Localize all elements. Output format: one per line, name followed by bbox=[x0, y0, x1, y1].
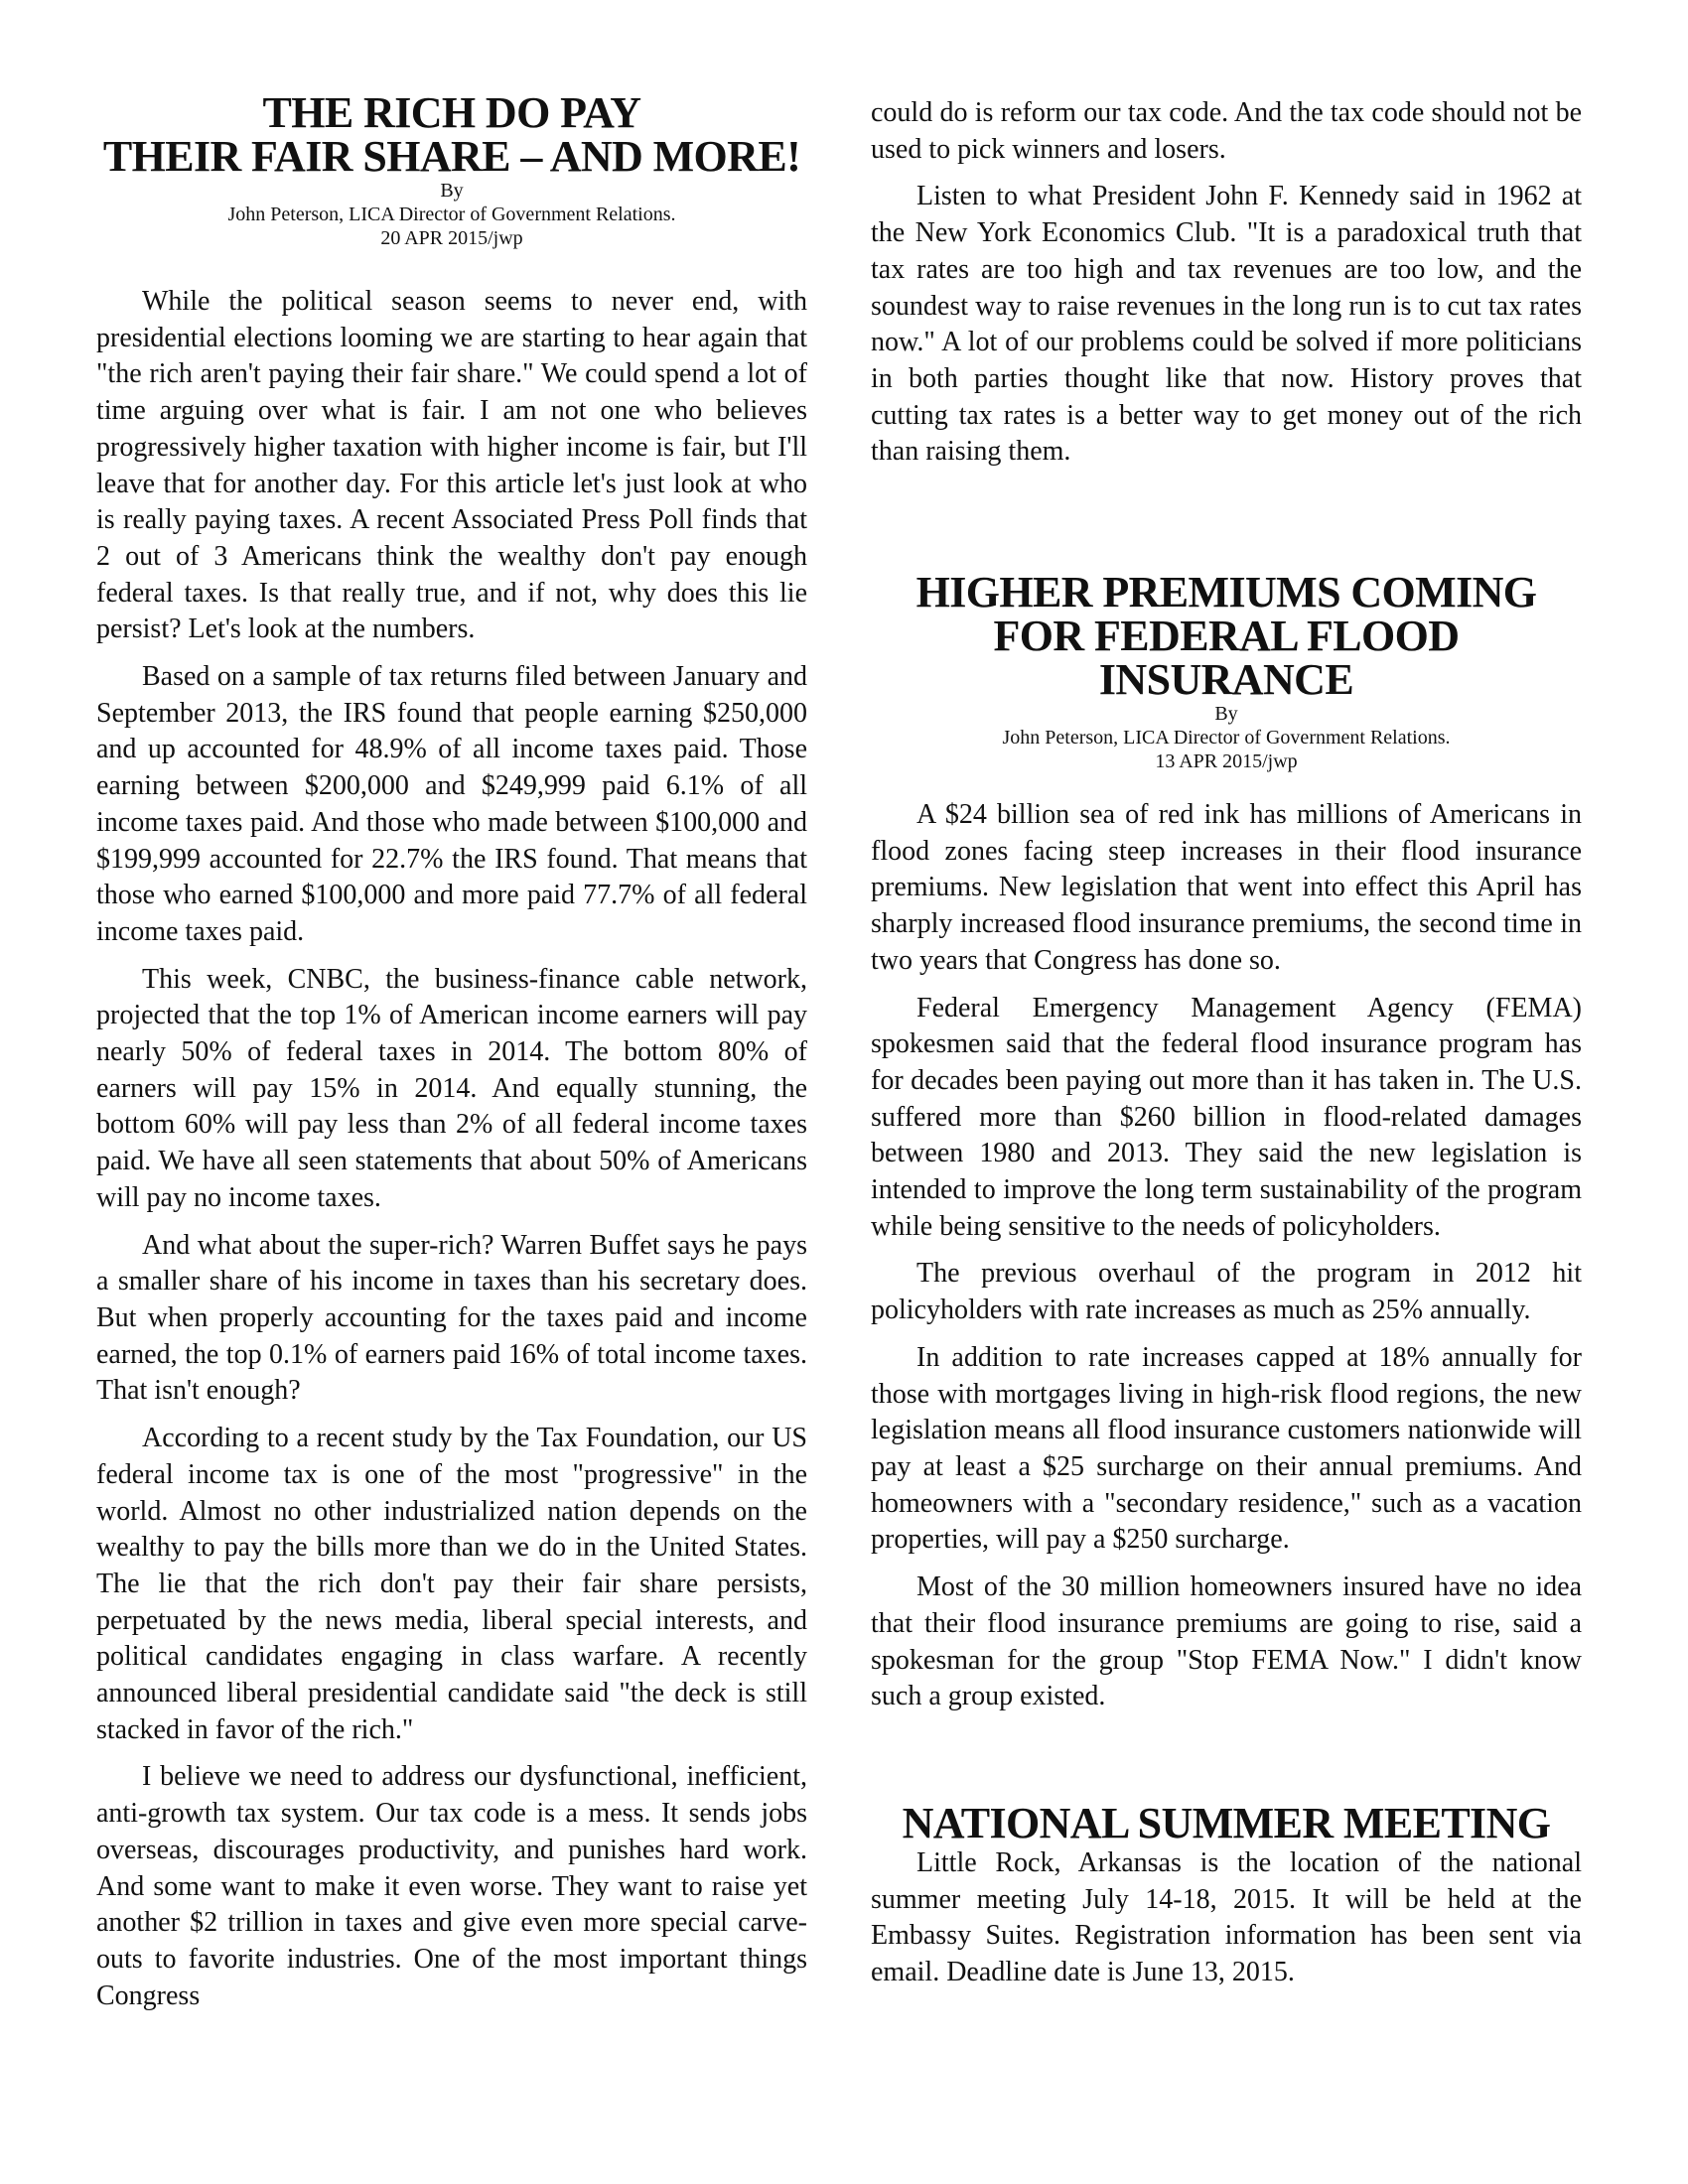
byline-author: John Peterson, LICA Director of Government Relations. bbox=[227, 204, 676, 225]
paragraph: This week, CNBC, the business-finance cable network, projected that the top 1% of American income earners will pay nearly 50% of federal taxes in 2014. The bottom 80% of earners will pay 15% in 2014. And equally stunning, the bottom 60% will pay less than 2% of all federal income taxes paid. We have all seen statements that about 50% of Americans will pay no income taxes. bbox=[96, 963, 807, 1213]
flood-article-body bbox=[871, 797, 1582, 1715]
section-spacer bbox=[871, 481, 1582, 571]
paragraph: A $24 billion sea of red ink has millions of Americans in flood zones facing steep increases in their flood insurance premiums. New legislation that went into effect this April has sharply increased flood insurance premiums, the second time in two years that Congress has done so. bbox=[871, 799, 1582, 976]
paragraph: could do is reform our tax code. And the tax code should not be used to pick winners and losers. bbox=[871, 97, 1582, 165]
summer-meeting-body bbox=[871, 1845, 1582, 1991]
flood-article-byline bbox=[871, 702, 1582, 773]
title-line: NATIONAL SUMMER MEETING bbox=[902, 1798, 1551, 1847]
paragraph: While the political season seems to never end, with presidential elections looming we are starting to hear again that "the rich aren't paying their fair share." We could spend a lot of time arguing over what is fair. I am not one who believes progressively higher taxation with higher income is fair, but I'll leave that for another day. For this article let's just look at who is really paying taxes. A recent Associated Press Poll finds that 2 out of 3 Americans think the wealthy don't pay enough federal taxes. Is that really true, and if not, why does this lie persist? Let's look at the numbers. bbox=[96, 286, 807, 645]
paragraph: Federal Emergency Management Agency (FEMA) spokesmen said that the federal flood insurance program has for decades been paying out more than it has taken in. The U.S. suffered more than $260 billion in flood-related damages between 1980 and 2013. They said the new legislation is intended to improve the long term sustainability of the program while being sensitive to the needs of policyholders. bbox=[871, 992, 1582, 1242]
rich-article-title bbox=[96, 88, 807, 181]
byline-by: By bbox=[1214, 703, 1238, 726]
section-spacer bbox=[871, 1726, 1582, 1802]
paragraph: I believe we need to address our dysfunctional, inefficient, anti-growth tax system. Our tax code is a mess. It sends jobs overseas, discourages productivity, and punishes hard work. And some want to make it even worse. They want to raise yet another $2 trillion in taxes and give even more special carve-outs to favorite industries. One of the most important things Congress bbox=[96, 1761, 807, 2011]
rich-article-body bbox=[96, 284, 807, 2014]
left-column bbox=[96, 88, 807, 2025]
paragraph: The previous overhaul of the program in 2012 hit policyholders with rate increases as much as 25% annually. bbox=[871, 1258, 1582, 1326]
paragraph: Little Rock, Arkansas is the location of the national summer meeting July 14-18, 2015. It will be held at the Embassy Suites. Registration information has been sent via email. Deadline date is June 13, 2015. bbox=[871, 1846, 1582, 1988]
rich-article-continuation bbox=[871, 95, 1582, 471]
paragraph: Based on a sample of tax returns filed between January and September 2013, the IRS found that people earning $250,000 and up accounted for 48.9% of all income taxes paid. Those earning between $200,000 and $249,999 paid 6.1% of all income taxes paid. And those who made between $100,000 and $199,999 accounted for 22.7% the IRS found. That means that those who earned $100,000 and more paid 77.7% of all federal income taxes paid. bbox=[96, 661, 807, 947]
byline-by: By bbox=[440, 180, 464, 202]
title-line: THEIR FAIR SHARE – AND MORE! bbox=[102, 132, 801, 181]
title-line: THE RICH DO PAY bbox=[262, 88, 641, 137]
summer-meeting-title bbox=[871, 1798, 1582, 1847]
rich-article-byline bbox=[96, 179, 807, 250]
paragraph: Most of the 30 million homeowners insured have no idea that their flood insurance premiums are going to rise, said a spokesman for the group "Stop FEMA Now." I didn't know such a group existed. bbox=[871, 1571, 1582, 1712]
title-line: FOR FEDERAL FLOOD INSURANCE bbox=[993, 612, 1460, 705]
paragraph: And what about the super-rich? Warren Buffet says he pays a smaller share of his income in taxes than his secretary does. But when properly accounting for the taxes paid and income earned, the top 0.1% of earners paid 16% of total income taxes. That isn't enough? bbox=[96, 1229, 807, 1407]
byline-author: John Peterson, LICA Director of Government Relations. bbox=[1002, 727, 1451, 750]
right-column bbox=[871, 95, 1582, 2002]
flood-article-title bbox=[871, 568, 1582, 705]
paragraph: Listen to what President John F. Kennedy said in 1962 at the New York Economics Club. "It is a paradoxical truth that tax rates are too high and tax revenues are too low, and the soundest way to raise revenues in the long run is to cut tax rates now." A lot of our problems could be solved if more politicians in both parties thought like that now. History proves that cutting tax rates is a better way to get money out of the rich than raising them. bbox=[871, 181, 1582, 468]
byline-date: 13 APR 2015/jwp bbox=[1155, 751, 1298, 773]
byline-date: 20 APR 2015/jwp bbox=[380, 227, 523, 249]
title-line: HIGHER PREMIUMS COMING bbox=[915, 568, 1537, 617]
paragraph: In addition to rate increases capped at 18% annually for those with mortgages living in high-risk flood regions, the new legislation means all flood insurance customers nationwide will pay at least a $25 surcharge on their annual premiums. And homeowners with a "secondary residence," such as a vacation properties, will pay a $250 surcharge. bbox=[871, 1341, 1582, 1556]
paragraph: According to a recent study by the Tax Foundation, our US federal income tax is one of the most "progressive" in the world. Almost no other industrialized nation depends on the wealthy to pay the bills more than we do in the United States. The lie that the rich don't pay their fair share persists, perpetuated by the news media, liberal special interests, and political candidates engaging in class warfare. A recently announced liberal presidential candidate said "the deck is still stacked in favor of the rich." bbox=[96, 1423, 807, 1745]
